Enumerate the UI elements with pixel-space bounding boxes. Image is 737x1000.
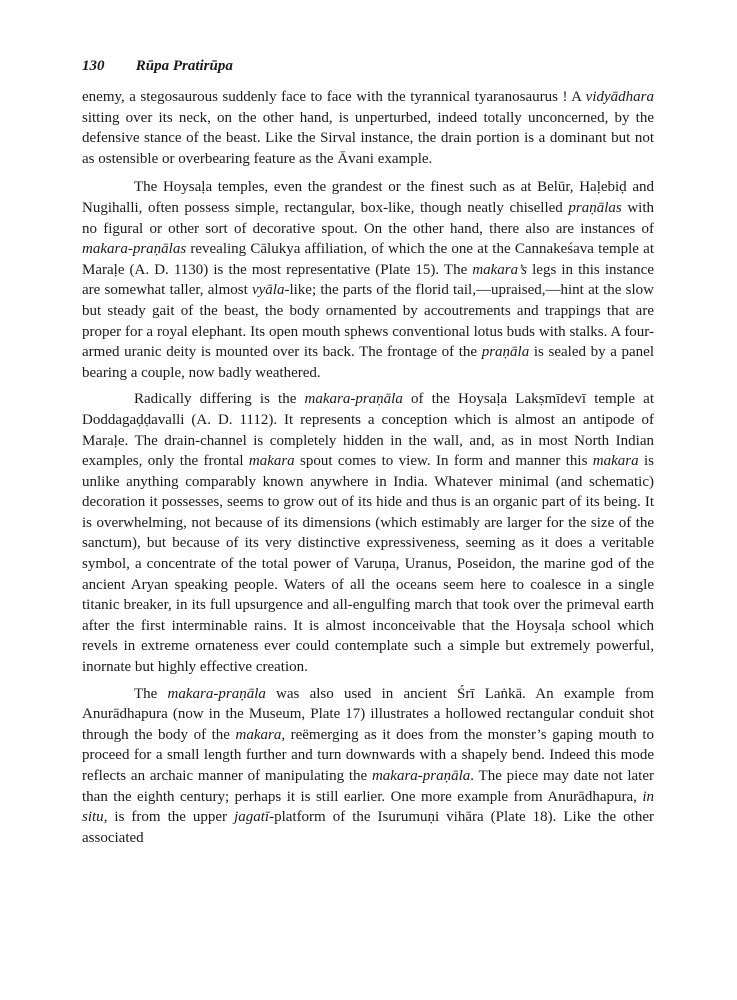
page-number: 130	[82, 58, 105, 74]
paragraph-continuation: enemy, a stegosaurous suddenly face to face with the tyrannical tyaranosaurus ! A vidyādhara sitting over its neck, on the other hand, is unperturbed, indeed totally unconcerned, by the defensive stance of the beast. Like the Sirval instance, the drain portion is a dominant but not as ostensible or overbearing feature as the Āvani example.	[82, 89, 654, 167]
running-header	[82, 58, 654, 75]
paragraph-doddagaddavalli: Radically differing is the makara-praṇāla of the Hoysaḷa Lakṣmīdevī temple at Doddagaḍḍavalli (A. D. 1112). It represents a conception which is almost an antipode of Maraḷe. The drain-channel is completely hidden in the wall, and, as in most North Indian examples, only the frontal makara spout comes to view. In form and manner this makara is unlike anything comparably known anywhere in India. Whatever minimal (and schematic) decoration it possesses, seems to grow out of its hide and thus is an organic part of its being. It is overwhelming, not because of its dimensions (which estimably are larger for the size of the sanctum), but because of its very distinctive expressiveness, seeming as it does a veritable symbol, a concentrate of the total power of Varuṇa, Uranus, Poseidon, the marine god of the ancient Aryan speaking people. Waters of all the oceans seem here to coalesce in a single titanic breaker, in its full upsurgence and all-engulfing march that took over the primeval earth after the first interminable rains. It is almost inconceivable that the Hoysaḷa school which revels in extreme ornateness ever could contemplate such a simple but extremely powerful, inornate but highly effective creation.	[82, 391, 655, 676]
running-title: Rūpa Pratirūpa	[135, 58, 233, 74]
book-page	[82, 58, 654, 854]
paragraph-sri-lanka: The makara-praṇāla was also used in ancient Śrī Laṅkā. An example from Anurādhapura (now in the Museum, Plate 17) illustrates a hollowed rectangular conduit shot through the body of the makara, reëmerging as it does from the monster’s gaping mouth to proceed for a small length further and turn downwards with a shapely bend. Indeed this mode reflects an archaic manner of manipulating the makara-praṇāla. The piece may date not later than the eighth century; perhaps it is still earlier. One more example from Anurādhapura, in situ, is from the upper jagatī-platform of the Isurumuṇi vihāra (Plate 18). Like the other associated	[82, 685, 655, 846]
paragraph-hoysala-temples: The Hoysaḷa temples, even the grandest or the finest such as at Belūr, Haḷebiḍ and Nugihalli, often possess simple, rectangular, box-like, though neatly chiselled praṇālas with no figural or other sort of decorative spout. On the other hand, there also are instances of makara-praṇālas revealing Cālukya affiliation, of which the one at the Cannakeśava temple at Maraḷe (A. D. 1130) is the most representative (Plate 15). The makara’s legs in this instance are somewhat taller, almost vyāla-like; the parts of the florid tail,—upraised,—hint at the slow but steady gait of the beast, the body ornamented by accoutrements and trappings that are proper for a royal elephant. Its open mouth sphews conventional lotus buds with stalks. A four-armed uranic deity is mounted over its back. The frontage of the praṇāla is sealed by a panel bearing a couple, now badly weathered.	[82, 179, 654, 381]
